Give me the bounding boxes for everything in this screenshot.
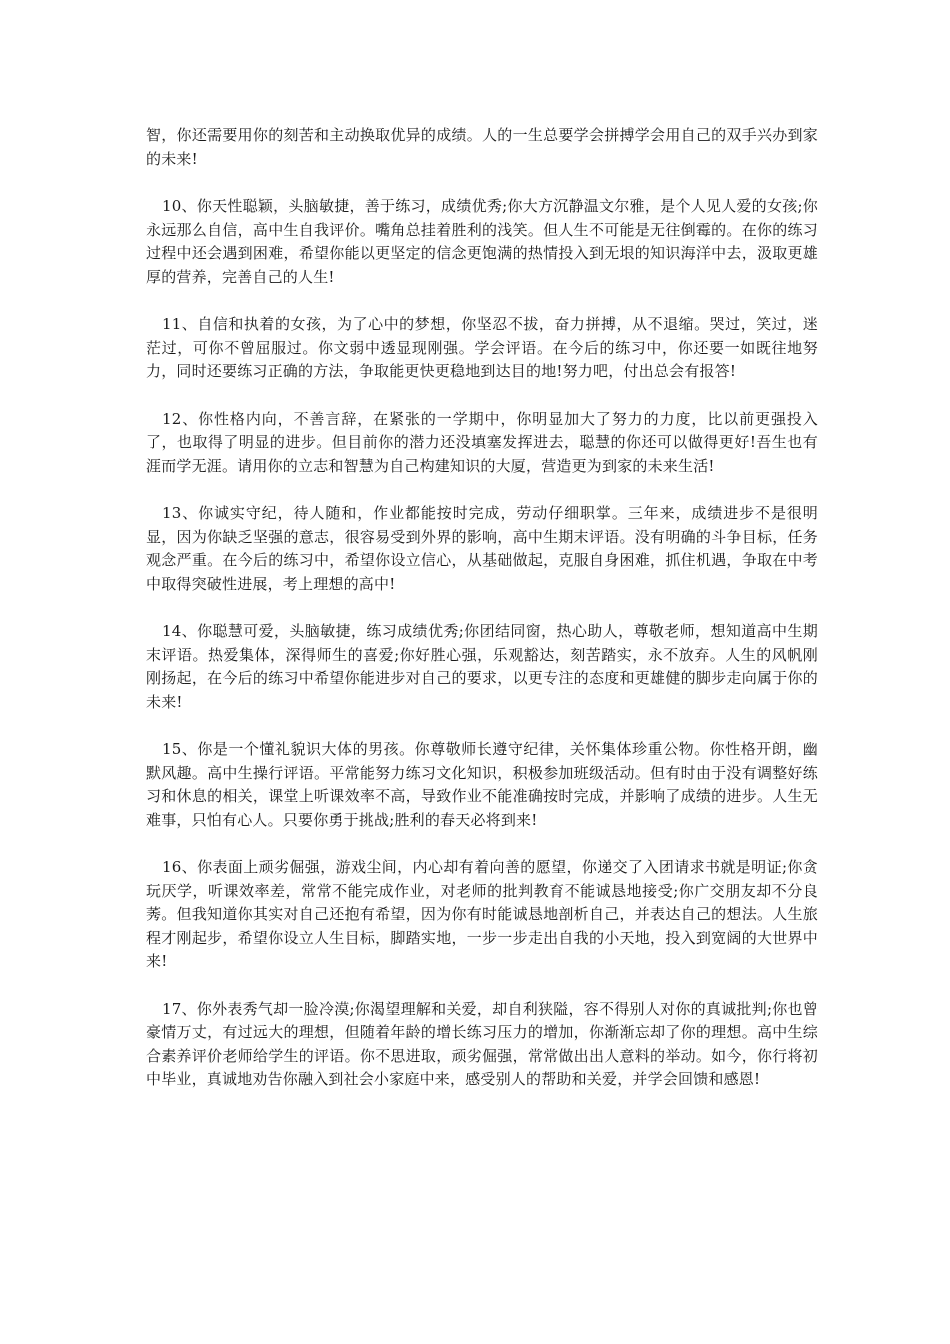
paragraph-17: 17、你外表秀气却一脸冷漠;你渴望理解和关爱，却自利狭隘，容不得别人对你的真诚批判;你也曾豪情万丈，有过远大的理想，但随着年龄的增长练习压力的增加，你渐渐忘却了你的理想。高中生综合素养评价老师给学生的评语。你不思进取，顽劣倔强，常常做出出人意料的举动。如今，你行将初中毕业，真诚地劝告你融入到社会小家庭中来，感受别人的帮助和关爱，并学会回馈和感恩! [146, 999, 818, 1088]
paragraph-14: 14、你聪慧可爱，头脑敏捷，练习成绩优秀;你团结同窗，热心助人，尊敬老师，想知道高中生期末评语。热爱集体，深得师生的喜爱;你好胜心强，乐观豁达，刻苦踏实，永不放弃。人生的风帆刚刚扬起，在今后的练习中希望你能进步对自己的要求，以更专注的态度和更雄健的脚步走向属于你的未来! [146, 622, 818, 711]
document-body [146, 124, 818, 1116]
paragraph-13: 13、你诚实守纪，待人随和，作业都能按时完成，劳动仔细职掌。三年来，成绩进步不是很明显，因为你缺乏坚强的意志，很容易受到外界的影响，高中生期末评语。没有明确的斗争目标，任务观念严重。在今后的练习中，希望你设立信心，从基础做起，克服自身困难，抓住机遇，争取在中考中取得突破性进展，考上理想的高中! [146, 504, 818, 593]
paragraph-10: 10、你天性聪颖，头脑敏捷，善于练习，成绩优秀;你大方沉静温文尔雅，是个人见人爱的女孩;你永远那么自信，高中生自我评价。嘴角总挂着胜利的浅笑。但人生不可能是无往倒霉的。在你的练习过程中还会遇到困难，希望你能以更坚定的信念更饱满的热情投入到无垠的知识海洋中去，汲取更雄厚的营养，完善自己的人生! [146, 197, 818, 286]
paragraph-11: 11、自信和执着的女孩，为了心中的梦想，你坚忍不拔，奋力拼搏，从不退缩。哭过，笑过，迷茫过，可你不曾屈服过。你文弱中透显现刚强。学会评语。在今后的练习中，你还要一如既往地努力，同时还要练习正确的方法，争取能更快更稳地到达目的地!努力吧，付出总会有报答! [146, 315, 818, 380]
paragraph-12: 12、你性格内向，不善言辞，在紧张的一学期中，你明显加大了努力的力度，比以前更强投入了，也取得了明显的进步。但目前你的潜力还没填塞发挥进去，聪慧的你还可以做得更好!吾生也有涯而学无涯。请用你的立志和智慧为自己构建知识的大厦，营造更为到家的未来生活! [146, 409, 818, 475]
paragraph-15: 15、你是一个懂礼貌识大体的男孩。你尊敬师长遵守纪律，关怀集体珍重公物。你性格开朗，幽默风趣。高中生操行评语。平常能努力练习文化知识，积极参加班级活动。但有时由于没有调整好练习和休息的相关，课堂上听课效率不高，导致作业不能准确按时完成，并影响了成绩的进步。人生无难事，只怕有心人。只要你勇于挑战;胜利的春天必将到来! [146, 740, 818, 829]
paragraph-16: 16、你表面上顽劣倔强，游戏尘间，内心却有着向善的愿望，你递交了入团请求书就是明证;你贪玩厌学，听课效率差，常常不能完成作业，对老师的批判教育不能诚恳地接受;你广交朋友却不分良莠。但我知道你其实对自己还抱有希望，因为你有时能诚恳地剖析自己，并表达自己的想法。人生旅程才刚起步，希望你设立人生目标，脚踏实地，一步一步走出自我的小天地，投入到宽阔的大世界中来! [146, 858, 818, 970]
paragraph-continuation: 智，你还需要用你的刻苦和主动换取优异的成绩。人的一生总要学会拼搏学会用自己的双手兴办到家的未来! [146, 126, 818, 168]
